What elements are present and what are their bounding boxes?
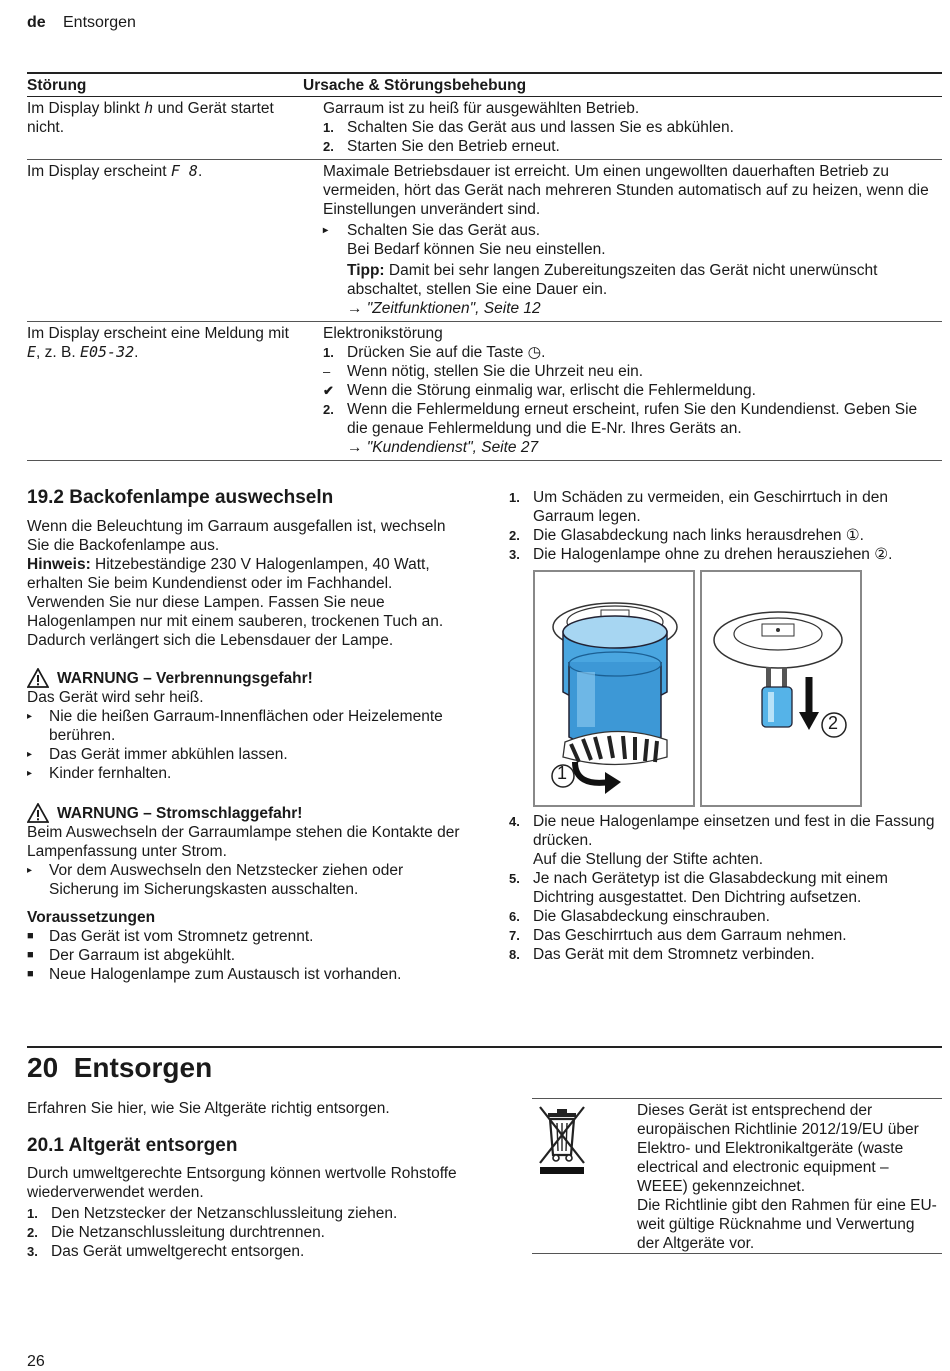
step-number: 2. — [323, 402, 334, 417]
step-text: Die Halogenlampe ohne zu drehen herausziehen ②. — [533, 546, 893, 563]
table-header-row — [27, 74, 942, 97]
section-19-2-steps-a — [509, 488, 944, 564]
cause-text: Elektronikstörung — [323, 325, 443, 342]
step-item — [509, 926, 944, 945]
step-number: 5. — [509, 871, 520, 886]
step-number: 1. — [509, 490, 520, 505]
step-text: Die neue Halogenlampe einsetzen und fest in die Fassung drücken. — [533, 813, 935, 849]
figure-callout-2: 2 — [828, 713, 839, 733]
cross-reference-link[interactable]: → "Zeitfunktionen", Seite 12 — [347, 300, 541, 317]
table-row — [27, 322, 942, 461]
step-number: 1. — [323, 345, 334, 360]
fault-text: und Gerät startet nicht. — [27, 100, 274, 136]
section-heading: 20.1 Altgerät entsorgen — [27, 1135, 238, 1156]
step-text: Das Gerät umweltgerecht entsorgen. — [51, 1243, 305, 1260]
cause-text: Maximale Betriebsdauer ist erreicht. Um einen ungewollten dauerhaften Betrieb zu vermeiden, hört das Gerät nach mehreren Stunden automatisch auf zu heizen, wenn die Einstellungen unverändert sind. — [323, 163, 929, 218]
step-text: Drücken Sie auf die Taste ◷. — [347, 344, 546, 361]
step-item — [509, 488, 944, 526]
cause-text: Garraum ist zu heiß für ausgewählten Betrieb. — [323, 100, 640, 117]
step-item — [323, 118, 942, 137]
note-paragraph — [27, 555, 467, 650]
halogen-lamp-illustration — [702, 572, 860, 805]
figure-callout-1: 1 — [557, 763, 568, 783]
chapter-rule — [27, 1046, 942, 1048]
weee-crossed-bin-icon — [536, 1103, 588, 1175]
language-label: de — [27, 14, 46, 31]
step-text: Die Glasabdeckung nach links herausdrehen ①. — [533, 527, 864, 544]
triangle-bullet-icon: ▸ — [323, 225, 329, 236]
cause-cell — [323, 160, 942, 321]
table-row — [27, 160, 942, 322]
step-number: 2. — [27, 1225, 38, 1240]
cross-reference-link[interactable]: → "Kundendienst", Seite 27 — [347, 439, 539, 456]
step-item — [27, 1242, 467, 1261]
prerequisite-text: Neue Halogenlampe zum Austausch ist vorhanden. — [49, 966, 402, 983]
chapter-number: 20 — [27, 1052, 59, 1083]
tip-paragraph — [323, 261, 934, 299]
prerequisite-text: Das Gerät ist vom Stromnetz getrennt. — [49, 928, 314, 945]
col-header-cause: Ursache & Störungsbehebung — [303, 77, 527, 94]
square-bullet-icon: ■ — [27, 968, 34, 980]
warning-triangle-icon — [27, 803, 49, 823]
triangle-bullet-icon: ▸ — [27, 768, 33, 779]
display-code: E05-32 — [79, 343, 135, 361]
step-item — [509, 545, 944, 564]
prerequisite-text: Der Garraum ist abgekühlt. — [49, 947, 236, 964]
weee-info-box — [532, 1098, 942, 1254]
step-item — [509, 812, 944, 850]
running-header-title: Entsorgen — [63, 14, 136, 31]
prerequisites-heading: Voraussetzungen — [27, 909, 156, 926]
step-text: Das Gerät mit dem Stromnetz verbinden. — [533, 946, 815, 963]
checkmark-icon: ✔ — [323, 383, 334, 398]
fault-cell — [27, 322, 323, 460]
prerequisite-item — [27, 927, 467, 946]
warning-heading-shock — [27, 803, 467, 823]
note-label: Hinweis: — [27, 556, 91, 573]
fault-text: . — [197, 163, 203, 180]
dash-bullet: – — [323, 364, 331, 379]
display-code: F 8 — [170, 162, 198, 180]
section-19-2-left — [27, 487, 467, 984]
weee-paragraph: Dieses Gerät ist entsprechend der europäischen Richtlinie 2012/19/EU über Elektro- und Elektronikaltgeräte (waste electrical and electronic equipment – WEEE) gekennzeichnet. — [637, 1102, 919, 1195]
step-item — [509, 907, 944, 926]
step-item — [509, 869, 944, 907]
warning-bullet — [27, 707, 467, 745]
step-item — [323, 343, 934, 362]
intro-paragraph: Wenn die Beleuchtung im Garraum ausgefallen ist, wechseln Sie die Backofenlampe aus. — [27, 518, 446, 554]
step-number: 7. — [509, 928, 520, 943]
bullet-text: Nie die heißen Garraum-Innenflächen oder Heizelemente berühren. — [49, 708, 443, 744]
section-19-2-steps-b — [509, 812, 944, 964]
step-text: Starten Sie den Betrieb erneut. — [347, 138, 560, 155]
step-number: 2. — [509, 528, 520, 543]
square-bullet-icon: ■ — [27, 949, 34, 961]
step-number: 1. — [27, 1206, 38, 1221]
cause-cell — [323, 97, 942, 159]
step-number: 3. — [509, 547, 520, 562]
step-item — [509, 945, 944, 964]
triangle-bullet-icon: ▸ — [27, 711, 33, 722]
warning-bullet — [27, 745, 467, 764]
chapter-heading — [27, 1052, 212, 1084]
fault-text: Im Display erscheint — [27, 163, 171, 180]
warning-title: WARNUNG – Verbrennungsgefahr! — [57, 669, 313, 687]
fault-text: . — [134, 344, 139, 361]
troubleshooting-table — [27, 72, 942, 461]
display-code: E — [27, 343, 37, 361]
chapter-20-left — [27, 1099, 467, 1261]
cause-cell — [323, 322, 942, 460]
fault-cell — [27, 97, 323, 159]
sub-step-text: Wenn nötig, stellen Sie die Uhrzeit neu ein. — [347, 363, 644, 380]
step-number: 8. — [509, 947, 520, 962]
step-item — [323, 137, 942, 156]
bullet-text: Das Gerät immer abkühlen lassen. — [49, 746, 288, 763]
step-number: 1. — [323, 120, 334, 135]
section-heading: 19.2 Backofenlampe auswechseln — [27, 487, 334, 508]
bullet-text: Kinder fernhalten. — [49, 765, 172, 782]
step-item — [27, 1223, 467, 1242]
warning-triangle-icon — [27, 668, 49, 688]
triangle-bullet-icon: ▸ — [27, 749, 33, 760]
fault-text: Im Display erscheint eine Meldung mit — [27, 325, 289, 342]
square-bullet-icon: ■ — [27, 930, 34, 942]
step-number: 3. — [27, 1244, 38, 1259]
warning-title: WARNUNG – Stromschlaggefahr! — [57, 804, 303, 822]
sub-step-item — [323, 362, 934, 381]
step-number: 2. — [323, 139, 334, 154]
warning-text: Das Gerät wird sehr heiß. — [27, 689, 204, 706]
fault-text: Im Display blinkt — [27, 100, 145, 117]
warning-bullet — [27, 861, 467, 899]
bullet-text: Vor dem Auswechseln den Netzstecker ziehen oder Sicherung im Sicherungskasten ausschalten. — [49, 862, 404, 898]
figure-pull-lamp — [700, 570, 862, 807]
warning-bullet — [27, 764, 467, 783]
figure-unscrew-cover — [533, 570, 695, 807]
warning-heading-burn — [27, 668, 467, 688]
action-subtext: Bei Bedarf können Sie neu einstellen. — [347, 241, 606, 258]
step-text: Den Netzstecker der Netzanschlussleitung ziehen. — [51, 1205, 398, 1222]
chapter-title: Entsorgen — [73, 1052, 213, 1083]
step-text: Die Netzanschlussleitung durchtrennen. — [51, 1224, 325, 1241]
col-header-fault: Störung — [27, 77, 87, 94]
tip-text: Damit bei sehr langen Zubereitungszeiten das Gerät nicht unerwünscht abschaltet, stellen Sie eine Dauer ein. — [347, 262, 878, 298]
step-number: 4. — [509, 814, 520, 829]
prerequisite-item — [27, 946, 467, 965]
prerequisite-item — [27, 965, 467, 984]
step-text: Wenn die Fehlermeldung erneut erscheint, rufen Sie den Kundendienst. Geben Sie die genaue Fehlermeldung und die E-Nr. Ihres Geräts an. — [347, 401, 918, 437]
step-text: Das Geschirrtuch aus dem Garraum nehmen. — [533, 927, 847, 944]
weee-paragraph: Die Richtlinie gibt den Rahmen für eine EU-weit gültige Rücknahme und Verwertung der Altgeräte vor. — [637, 1197, 937, 1252]
display-code: h — [144, 99, 154, 117]
result-item — [323, 381, 934, 400]
weee-text — [637, 1101, 937, 1253]
page-number: 26 — [27, 1353, 45, 1370]
step-item — [323, 400, 934, 438]
action-text: Schalten Sie das Gerät aus. — [347, 222, 541, 239]
tip-label: Tipp: — [347, 262, 385, 279]
section-intro: Durch umweltgerechte Entsorgung können wertvolle Rohstoffe wiederverwendet werden. — [27, 1165, 457, 1201]
step-item — [27, 1204, 467, 1223]
fault-text: , z. B. — [36, 344, 80, 361]
step-text: Die Glasabdeckung einschrauben. — [533, 908, 770, 925]
step-text: Um Schäden zu vermeiden, ein Geschirrtuch in den Garraum legen. — [533, 489, 888, 525]
chapter-intro: Erfahren Sie hier, wie Sie Altgeräte richtig entsorgen. — [27, 1100, 390, 1117]
step-subtext: Auf die Stellung der Stifte achten. — [533, 851, 764, 868]
fault-cell — [27, 160, 323, 321]
note-text: Hitzebeständige 230 V Halogenlampen, 40 Watt, erhalten Sie beim Kundendienst oder im Fachhandel. Verwenden Sie nur diese Lampen. Fassen Sie neue Halogenlampen nur mit einem sauberen, trockenen Tuch an. Dadurch verlängert sich die Lebensdauer der Lampe. — [27, 556, 444, 649]
step-text: Schalten Sie das Gerät aus und lassen Sie es abkühlen. — [347, 119, 734, 136]
action-item — [323, 221, 934, 240]
result-text: Wenn die Störung einmalig war, erlischt die Fehlermeldung. — [347, 382, 756, 399]
triangle-bullet-icon: ▸ — [27, 865, 33, 876]
step-number: 6. — [509, 909, 520, 924]
warning-text: Beim Auswechseln der Garraumlampe stehen die Kontakte der Lampenfassung unter Strom. — [27, 824, 460, 860]
step-text: Je nach Gerätetyp ist die Glasabdeckung mit einem Dichtring ausgestattet. Den Dichtring aufsetzen. — [533, 870, 888, 906]
table-row — [27, 97, 942, 160]
step-item — [509, 526, 944, 545]
